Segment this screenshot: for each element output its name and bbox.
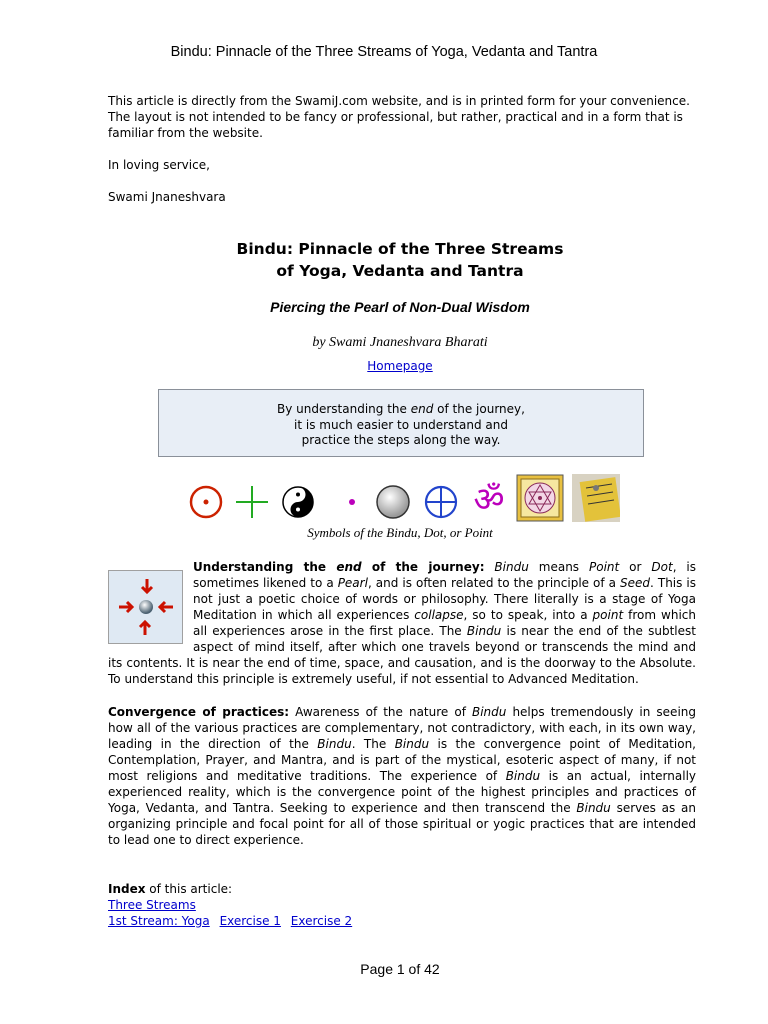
quote-line-2: it is much easier to understand and xyxy=(294,417,508,432)
cross-icon xyxy=(234,484,270,520)
intro-paragraph: This article is directly from the SwamiJ.com website, and is in printed form for your convenience. The layout is not intended to be fancy or professional, but rather, practical and in a form that is familiar from the website. xyxy=(108,94,690,140)
article-title xyxy=(0,238,768,282)
quote-line-1: By understanding the end of the journey, xyxy=(277,402,525,416)
ruler-dot-icon xyxy=(572,474,620,522)
circled-cross-icon xyxy=(422,483,460,521)
signature-name: Swami Jnaneshvara xyxy=(108,190,226,204)
quote-box xyxy=(158,389,644,457)
greeting: In loving service, xyxy=(108,158,210,172)
page-number: Page 1 of 42 xyxy=(360,961,440,977)
bindu-symbols-row xyxy=(188,474,628,526)
index-link-exercise-2[interactable]: Exercise 2 xyxy=(290,914,353,928)
article-index xyxy=(108,881,358,929)
index-link-exercise-1[interactable]: Exercise 1 xyxy=(219,914,281,928)
om-icon: ॐ xyxy=(473,480,505,520)
index-heading: Index of this article: xyxy=(108,882,233,896)
index-link-yoga[interactable]: 1st Stream: Yoga xyxy=(108,914,210,928)
article-body xyxy=(108,559,696,848)
quote-line-3: practice the steps along the way. xyxy=(301,433,501,447)
intro-section xyxy=(108,93,698,205)
convergence-paragraph: Convergence of practices: Awareness of the nature of Bindu helps tremendously in seeing how all of the various practices are complementary, not contradictory, with each, in its own way, leading in the direction of the Bindu. The Bindu is the convergence point of Meditation, Contemplation, Prayer, and Mantra, and is part of the mystical, esoteric aspect of many, if not most religions and meditative traditions. The experience of Bindu is an actual, internally experienced reality, which is the convergence point of the highest principles and practices of Yoga, Vedanta, and Tantra. Seeking to experience and then transcend the Bindu serves as an organizing principle and focal point for all of those spiritual or yogic practices that are intended to lead one to direct experience. xyxy=(108,705,697,847)
title-line-1: Bindu: Pinnacle of the Three Streams xyxy=(236,240,564,258)
yin-yang-icon xyxy=(280,484,316,520)
byline: by Swami Jnaneshvara Bharati xyxy=(312,335,488,350)
article-subtitle: Piercing the Pearl of Non-Dual Wisdom xyxy=(270,299,530,315)
title-line-2: of Yoga, Vedanta and Tantra xyxy=(276,262,524,280)
sri-yantra-icon xyxy=(516,474,564,522)
symbols-caption: Symbols of the Bindu, Dot, or Point xyxy=(307,525,493,540)
crescent-dot-icon xyxy=(328,484,364,520)
homepage-link[interactable]: Homepage xyxy=(367,359,433,373)
pearl-icon xyxy=(373,482,413,522)
understanding-paragraph: Understanding the end of the journey: Bindu means Point or Dot, is sometimes likened to a Pearl, and is often related to the principle of a Seed. This is not just a poetic choice of words or philosophy. There literally is a stage of Yoga Meditation in which all experiences collapse, so to speak, into a point from which all experiences arose in the first place. The Bindu is near the end of the subtlest aspect of mind itself, after which one travels beyond or transcends the mind and its contents. It is near the end of time, space, and causation, and is the doorway to the Absolute. To understand this principle is extremely useful, if not essential to Advanced Meditation. xyxy=(108,560,697,686)
index-link-three-streams[interactable]: Three Streams xyxy=(108,898,196,912)
converging-arrows-icon xyxy=(109,571,182,643)
circle-dot-icon xyxy=(188,484,224,520)
running-header: Bindu: Pinnacle of the Three Streams of Yoga, Vedanta and Tantra xyxy=(170,44,598,60)
converging-arrows-figure xyxy=(108,570,183,644)
